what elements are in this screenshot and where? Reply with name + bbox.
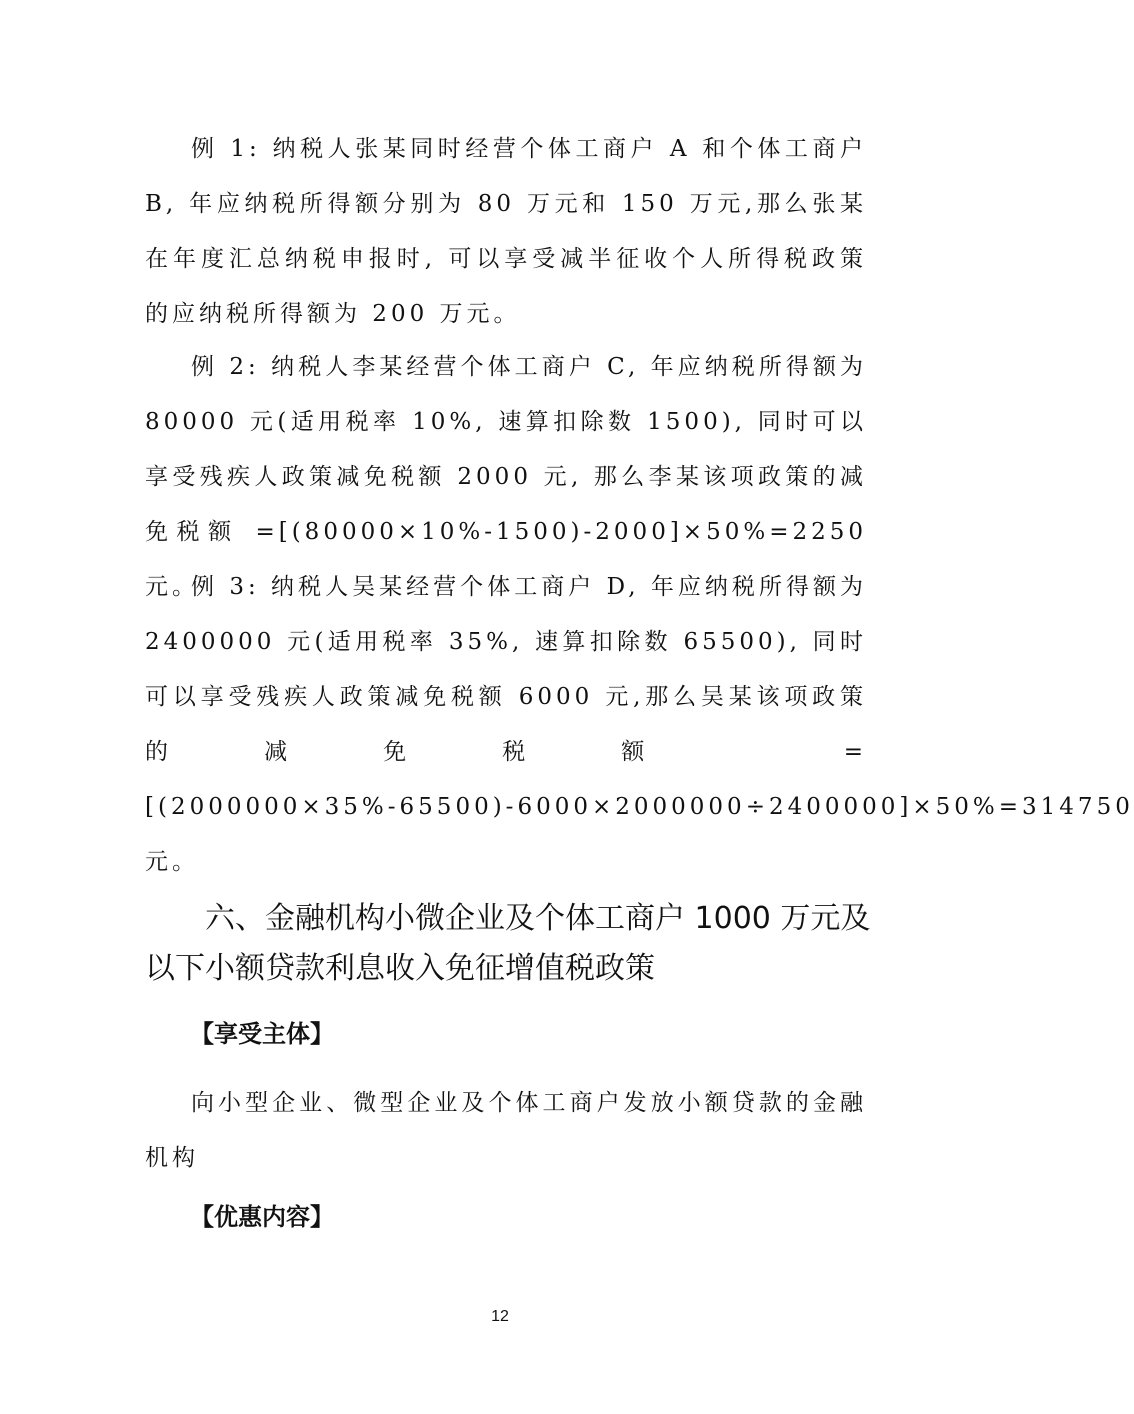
section-title: 六、金融机构小微企业及个体工商户 1000 万元及以下小额贷款利息收入免征增值税政策 [145,901,871,986]
subject-heading: 【享受主体】 [190,1020,334,1048]
example-1-paragraph: 例 1: 纳税人张某同时经营个体工商户 A 和个体工商户 B, 年应纳税所得额分别为 80 万元和 150 万元,那么张某在年度汇总纳税申报时, 可以享受减半征收个人所得税政策的应纳税所得额为 200 万元。 [145,136,867,327]
subject-paragraph: 向小型企业、微型企业及个体工商户发放小额贷款的金融机构 [145,1090,867,1171]
example-3-paragraph: 例 3: 纳税人吴某经营个体工商户 D, 年应纳税所得额为 2400000 元(适用税率 35%, 速算扣除数 65500), 同时可以享受残疾人政策减免税额 6000 元,那么吴某该项政策的减免税额 =[(2000000×35%-65500)-6000×2000000÷2400000]×50%=314750 元。 [145,574,1134,875]
benefit-heading: 【优惠内容】 [190,1203,334,1231]
page-number: 12 [491,1308,509,1325]
example-2-paragraph: 例 2: 纳税人李某经营个体工商户 C, 年应纳税所得额为 80000 元(适用税率 10%, 速算扣除数 1500), 同时可以享受残疾人政策减免税额 2000 元, 那么李某该项政策的减免税额 =[(80000×10%-1500)-2000]×50%=2250 元。 [145,354,867,600]
